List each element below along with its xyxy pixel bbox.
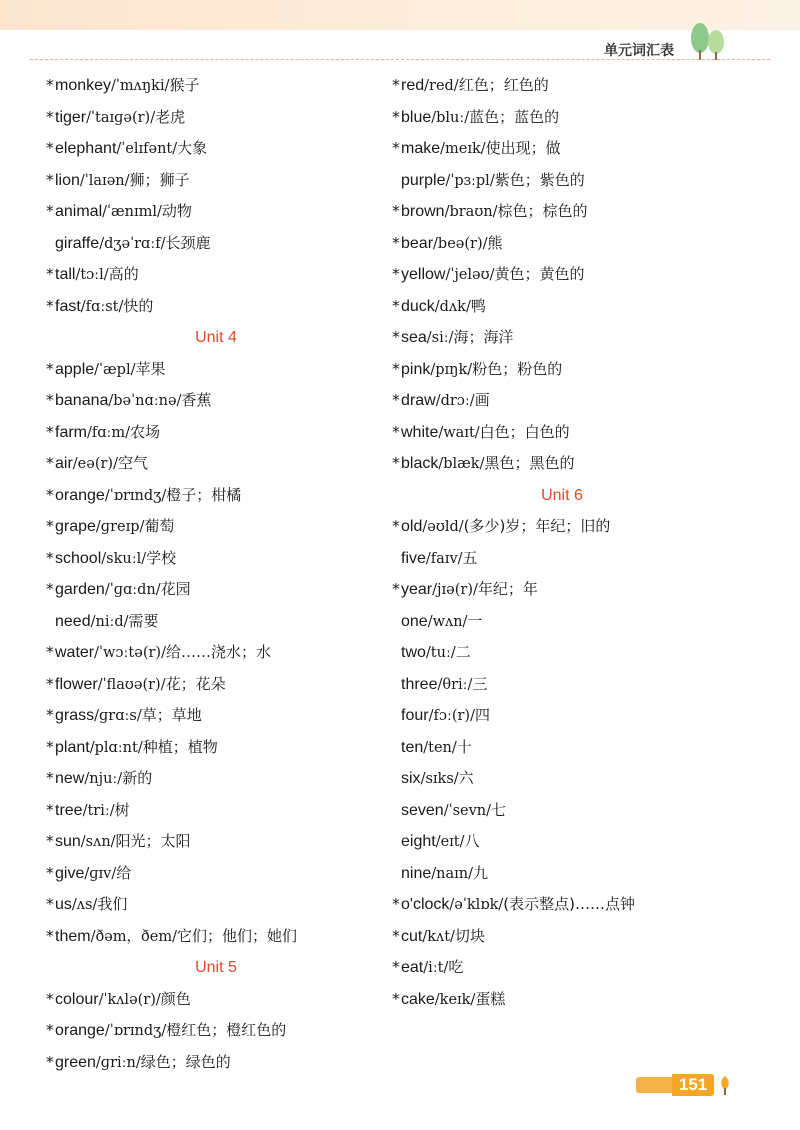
vocab-phonetic: /ɡɪv/ <box>84 865 117 882</box>
star-mark: * <box>46 674 54 693</box>
vocab-meaning: 老虎 <box>155 107 186 126</box>
vocab-entry <box>392 448 732 480</box>
vocab-phonetic: /dʌk/ <box>434 298 471 315</box>
vocab-word: old <box>401 518 423 535</box>
vocab-phonetic: /ˈkʌlə(r)/ <box>98 991 161 1008</box>
vocab-phonetic: /plɑːnt/ <box>89 739 143 756</box>
vocab-phonetic: /ˈɒrɪndʒ/ <box>104 487 167 504</box>
vocab-meaning: 农场 <box>130 422 161 441</box>
page-number: 151 <box>672 1074 714 1096</box>
unit-heading: Unit 6 <box>541 486 583 504</box>
vocab-phonetic: /wʌn/ <box>427 613 468 630</box>
vocab-word: monkey <box>55 77 112 94</box>
vocab-word: sea <box>401 329 427 346</box>
vocab-word: one <box>401 612 428 630</box>
star-mark: * <box>46 800 54 819</box>
vocab-phonetic: /əˈklɒk/ <box>449 897 504 913</box>
vocab-meaning: 年纪；年 <box>477 580 538 598</box>
vocab-entry <box>392 889 732 921</box>
vocab-meaning: 画 <box>474 391 490 409</box>
top-color-band <box>0 0 800 30</box>
vocab-phonetic: /keɪk/ <box>434 991 476 1008</box>
vocab-word: new <box>55 770 85 787</box>
vocab-phonetic: /niːd/ <box>90 613 129 630</box>
vocab-meaning: 种植；植物 <box>142 737 218 756</box>
vocab-word: cake <box>401 990 435 1008</box>
vocab-meaning: 鸭 <box>470 296 486 315</box>
vocab-entry <box>392 511 732 543</box>
vocab-word: ten <box>401 738 424 756</box>
vocab-meaning: 十 <box>456 737 472 756</box>
vocab-word: school <box>55 549 102 567</box>
vocab-entry <box>392 637 732 669</box>
star-mark: * <box>392 107 400 126</box>
vocab-entry <box>392 921 732 953</box>
vocab-word: brown <box>401 203 445 220</box>
vocab-phonetic: /ˈɡɑːdn/ <box>104 582 161 598</box>
vocab-phonetic: /njuː/ <box>84 771 123 787</box>
vocab-phonetic: /ˈtaɪɡə(r)/ <box>86 109 156 126</box>
vocab-word: water <box>55 644 95 661</box>
unit-heading: Unit 4 <box>195 329 237 346</box>
vocab-phonetic: /triː/ <box>82 802 115 819</box>
vocab-phonetic: /ɡriːn/ <box>95 1054 141 1071</box>
vocab-entry <box>392 228 732 260</box>
vocab-meaning: 吃 <box>448 958 464 976</box>
vocab-meaning: 一 <box>467 611 483 630</box>
vocab-entry <box>46 228 386 260</box>
vocab-meaning: 六 <box>458 769 474 787</box>
vocab-meaning: 白色；白色的 <box>479 422 570 441</box>
vocab-word: o'clock <box>401 896 450 913</box>
vocab-phonetic: /ˈlaɪən/ <box>79 172 130 189</box>
vocab-phonetic: /ˈpɜːpl/ <box>445 172 495 189</box>
vocab-entry <box>392 322 732 354</box>
vocab-word: tiger <box>55 108 87 126</box>
star-mark: * <box>46 265 54 283</box>
vocab-entry <box>392 858 732 890</box>
star-mark: * <box>46 296 54 315</box>
vocab-word: year <box>401 581 433 598</box>
vocab-word: red <box>401 77 425 94</box>
vocab-meaning: 给 <box>116 863 132 882</box>
vocab-entry <box>46 291 386 323</box>
vocab-meaning: 海；海洋 <box>453 328 514 346</box>
vocab-phonetic: /blæk/ <box>438 456 485 472</box>
vocab-entry <box>392 669 732 701</box>
vocab-entry <box>46 259 386 291</box>
section-title: 单元词汇表 <box>604 43 674 59</box>
star-mark: * <box>392 76 400 94</box>
vocab-entry <box>392 795 732 827</box>
vocab-meaning: 给……浇水；水 <box>165 643 271 661</box>
vocab-meaning: 使出现；做 <box>485 139 561 157</box>
vocab-phonetic: /braʊn/ <box>444 204 498 220</box>
vocab-meaning: 我们 <box>97 895 128 913</box>
vocab-meaning: 苹果 <box>135 359 166 378</box>
vocab-entry <box>392 385 732 417</box>
vocab-meaning: 粉色；粉色的 <box>472 359 563 378</box>
vocab-phonetic: /ˈɒrɪndʒ/ <box>104 1023 167 1039</box>
vocab-entry <box>46 448 386 480</box>
vocab-meaning: 颜色 <box>160 989 191 1008</box>
vocab-word: two <box>401 644 426 661</box>
vocab-meaning: 四 <box>474 706 490 724</box>
vocab-phonetic: /skuːl/ <box>101 550 147 567</box>
vocab-meaning: (表示整点)……点钟 <box>503 895 635 913</box>
star-mark: * <box>392 328 400 346</box>
vocab-entry <box>46 133 386 165</box>
vocab-meaning: 橙子；柑橘 <box>166 485 242 504</box>
vocab-word: lion <box>55 171 80 189</box>
vocab-meaning: 八 <box>464 832 480 850</box>
vocab-meaning: 花；花朵 <box>165 674 226 693</box>
vocab-word: give <box>55 864 85 882</box>
star-mark: * <box>46 706 54 724</box>
vocab-meaning: 它们；他们；她们 <box>176 926 297 945</box>
star-mark: * <box>46 202 54 220</box>
vocab-meaning: 黑色；黑色的 <box>484 454 575 472</box>
vocab-meaning: 蓝色；蓝色的 <box>469 107 560 126</box>
vocab-word: them <box>55 927 91 945</box>
vocab-word: five <box>401 549 426 567</box>
vocab-entry <box>392 952 732 984</box>
vocab-entry <box>46 1047 386 1079</box>
vocab-word: animal <box>55 203 103 220</box>
vocab-word: eight <box>401 833 436 850</box>
vocab-entry <box>46 795 386 827</box>
star-mark: * <box>392 958 400 976</box>
vocab-word: six <box>401 770 421 787</box>
vocab-meaning: 七 <box>491 800 507 819</box>
star-mark: * <box>392 895 400 913</box>
vocab-word: make <box>401 140 441 157</box>
vocab-phonetic: /ˈmʌŋki/ <box>111 78 170 94</box>
vocab-phonetic: /ˈjeləʊ/ <box>445 267 495 283</box>
vocab-entry <box>392 196 732 228</box>
vocab-meaning: 猴子 <box>169 76 200 94</box>
trees-icon <box>686 20 730 62</box>
vocab-phonetic: /iːt/ <box>423 960 449 976</box>
vocab-phonetic: /red/ <box>424 78 459 94</box>
vocab-meaning: 树 <box>114 800 130 819</box>
vocab-entry <box>46 606 386 638</box>
vocab-entry <box>392 606 732 638</box>
vocab-word: elephant <box>55 140 117 157</box>
star-mark: * <box>392 359 400 378</box>
vocab-word: garden <box>55 581 105 598</box>
vocab-phonetic: /ˈwɔːtə(r)/ <box>94 645 166 661</box>
vocab-phonetic: /siː/ <box>426 330 454 346</box>
vocab-entry <box>392 354 732 386</box>
star-mark: * <box>392 454 400 472</box>
vocab-entry <box>392 417 732 449</box>
vocab-entry <box>46 480 386 512</box>
vocab-phonetic: /eɪt/ <box>435 834 465 850</box>
header-divider <box>30 59 770 60</box>
vocab-entry <box>392 133 732 165</box>
vocab-word: plant <box>55 738 90 756</box>
vocab-meaning: 空气 <box>117 454 148 472</box>
vocab-phonetic: /bluː/ <box>431 109 470 126</box>
vocab-meaning: 学校 <box>146 548 177 567</box>
page-number-badge <box>636 1074 736 1096</box>
vocab-meaning: (多少)岁；年纪；旧的 <box>463 517 611 535</box>
vocab-meaning: 五 <box>462 548 478 567</box>
leaf-icon <box>716 1074 734 1096</box>
vocab-phonetic: /drɔː/ <box>435 393 475 409</box>
vocab-meaning: 狮；狮子 <box>129 170 190 189</box>
vocab-word: banana <box>55 392 109 409</box>
vocab-phonetic: /ɡrɑːs/ <box>94 708 142 724</box>
vocab-meaning: 黄色；黄色的 <box>494 265 585 283</box>
vocab-entry <box>46 732 386 764</box>
vocab-entry <box>46 826 386 858</box>
star-mark: * <box>46 989 54 1008</box>
unit-heading: Unit 5 <box>195 959 237 976</box>
star-mark: * <box>392 233 400 252</box>
vocab-entry <box>46 700 386 732</box>
vocab-entry <box>392 165 732 197</box>
vocab-meaning: 花园 <box>160 580 191 598</box>
vocab-phonetic: /ʌs/ <box>71 897 98 913</box>
vocab-phonetic: /waɪt/ <box>438 424 480 441</box>
vocab-meaning: 红色；红色的 <box>458 76 549 94</box>
star-mark: * <box>392 422 400 441</box>
star-mark: * <box>392 989 400 1008</box>
vocab-meaning: 绿色；绿色的 <box>140 1052 231 1071</box>
vocab-word: nine <box>401 864 432 882</box>
vocab-phonetic: /jɪə(r)/ <box>432 582 478 598</box>
vocab-entry <box>392 763 732 795</box>
vocab-word: eat <box>401 959 424 976</box>
vocab-entry <box>46 70 386 102</box>
vocab-meaning: 阳光；太阳 <box>115 832 191 850</box>
star-mark: * <box>46 895 54 913</box>
vocab-word: seven <box>401 801 444 819</box>
vocab-meaning: 九 <box>472 863 488 882</box>
star-mark: * <box>46 863 54 882</box>
vocab-phonetic: /sɪks/ <box>420 771 459 787</box>
vocab-word: flower <box>55 675 98 693</box>
star-mark: * <box>392 265 400 283</box>
vocab-entry <box>46 921 386 953</box>
star-mark: * <box>46 139 54 157</box>
vocab-phonetic: /tɔːl/ <box>75 267 109 283</box>
vocab-phonetic: /pɪŋk/ <box>430 361 473 378</box>
star-mark: * <box>46 737 54 756</box>
vocab-meaning: 棕色；棕色的 <box>497 202 588 220</box>
star-mark: * <box>392 517 400 535</box>
vocab-meaning: 需要 <box>128 611 159 630</box>
vocab-word: four <box>401 707 429 724</box>
vocab-word: sun <box>55 833 81 850</box>
vocab-phonetic: /ˈænɪml/ <box>102 204 162 220</box>
vocab-entry <box>46 1015 386 1047</box>
vocab-phonetic: /bəˈnɑːnə/ <box>108 393 182 409</box>
vocab-word: black <box>401 455 439 472</box>
vocab-entry <box>392 291 732 323</box>
vocab-meaning: 大象 <box>177 139 208 157</box>
vocab-entry <box>46 165 386 197</box>
vocab-entry <box>46 574 386 606</box>
vocab-meaning: 三 <box>472 674 488 693</box>
star-mark: * <box>46 454 54 472</box>
vocab-entry <box>46 858 386 890</box>
vocab-phonetic: /tuː/ <box>425 645 456 661</box>
vocab-entry <box>392 259 732 291</box>
star-mark: * <box>46 1021 54 1039</box>
vocab-entry <box>392 102 732 134</box>
vocab-phonetic: /dʒəˈrɑːf/ <box>99 235 166 252</box>
vocab-entry <box>392 543 732 575</box>
vocab-word: purple <box>401 171 446 189</box>
vocab-meaning: 葡萄 <box>144 517 175 535</box>
vocab-meaning: 高的 <box>108 265 139 283</box>
vocab-entry <box>46 102 386 134</box>
vocab-entry <box>46 511 386 543</box>
vocab-meaning: 切块 <box>454 926 485 945</box>
vocab-phonetic: /eə(r)/ <box>72 456 118 472</box>
vocab-word: duck <box>401 297 435 315</box>
vocab-phonetic: /naɪn/ <box>431 865 473 882</box>
star-mark: * <box>46 170 54 189</box>
vocab-phonetic: /ˈsevn/ <box>443 802 492 819</box>
vocab-word: apple <box>55 360 95 378</box>
vocab-phonetic: /kʌt/ <box>422 928 455 945</box>
star-mark: * <box>46 926 54 945</box>
vocab-word: pink <box>401 360 431 378</box>
star-mark: * <box>46 76 54 94</box>
vocab-word: tree <box>55 801 83 819</box>
star-mark: * <box>392 202 400 220</box>
vocab-word: giraffe <box>55 234 100 252</box>
star-mark: * <box>46 1052 54 1071</box>
left-column <box>46 70 386 1078</box>
vocab-entry <box>46 385 386 417</box>
star-mark: * <box>46 643 54 661</box>
vocab-entry <box>392 732 732 764</box>
star-mark: * <box>46 485 54 504</box>
vocab-meaning: 快的 <box>123 296 154 315</box>
vocab-phonetic: /fɑːst/ <box>80 298 124 315</box>
vocab-meaning: 香蕉 <box>181 391 212 409</box>
star-mark: * <box>392 580 400 598</box>
star-mark: * <box>392 296 400 315</box>
vocab-word: tall <box>55 266 76 283</box>
vocab-entry <box>392 700 732 732</box>
vocab-phonetic: /ˈelɪfənt/ <box>116 141 178 157</box>
vocab-meaning: 蛋糕 <box>475 989 506 1008</box>
vocab-phonetic: /ten/ <box>423 739 457 756</box>
vocab-word: farm <box>55 423 87 441</box>
vocab-word: colour <box>55 990 99 1008</box>
vocab-phonetic: /fɑːm/ <box>87 424 131 441</box>
vocab-phonetic: /ˈæpl/ <box>94 361 136 378</box>
page-tag <box>636 1077 672 1093</box>
vocab-entry <box>46 637 386 669</box>
vocab-word: grass <box>55 707 95 724</box>
vocab-entry <box>392 70 732 102</box>
vocab-phonetic: /fɔː(r)/ <box>428 708 475 724</box>
vocab-phonetic: /faɪv/ <box>425 550 463 567</box>
vocab-meaning: 二 <box>455 643 471 661</box>
vocab-word: grape <box>55 518 96 535</box>
vocab-phonetic: /ɡreɪp/ <box>95 519 145 535</box>
vocab-word: green <box>55 1053 96 1071</box>
vocab-meaning: 橙红色；橙红色的 <box>166 1021 287 1039</box>
vocab-word: air <box>55 455 73 472</box>
vocab-entry <box>392 574 732 606</box>
vocab-word: three <box>401 675 438 693</box>
vocab-phonetic: /beə(r)/ <box>433 235 488 252</box>
vocab-entry <box>392 826 732 858</box>
vocab-phonetic: /sʌn/ <box>80 834 116 850</box>
star-mark: * <box>46 359 54 378</box>
star-mark: * <box>392 391 400 409</box>
vocab-word: cut <box>401 927 423 945</box>
vocab-entry <box>46 669 386 701</box>
star-mark: * <box>46 769 54 787</box>
vocab-entry <box>46 417 386 449</box>
right-column <box>392 70 732 1015</box>
star-mark: * <box>46 107 54 126</box>
vocab-meaning: 长颈鹿 <box>165 233 211 252</box>
vocab-word: need <box>55 612 91 630</box>
vocab-word: us <box>55 896 72 913</box>
vocab-word: blue <box>401 108 432 126</box>
vocab-meaning: 新的 <box>122 769 153 787</box>
vocab-phonetic: /əʊld/ <box>422 519 464 535</box>
vocab-entry <box>46 543 386 575</box>
vocab-entry <box>46 984 386 1016</box>
vocab-meaning: 草；草地 <box>141 706 202 724</box>
star-mark: * <box>46 548 54 567</box>
star-mark: * <box>46 580 54 598</box>
vocab-entry <box>392 984 732 1016</box>
vocab-word: orange <box>55 486 105 504</box>
vocab-phonetic: /ˈflaʊə(r)/ <box>97 676 166 693</box>
star-mark: * <box>46 391 54 409</box>
star-mark: * <box>392 926 400 945</box>
vocab-word: bear <box>401 234 434 252</box>
vocab-entry <box>46 354 386 386</box>
vocab-word: fast <box>55 297 81 315</box>
vocab-entry <box>46 763 386 795</box>
vocab-meaning: 紫色；紫色的 <box>494 170 585 189</box>
vocab-word: yellow <box>401 266 446 283</box>
star-mark: * <box>46 422 54 441</box>
vocab-word: orange <box>55 1022 105 1039</box>
star-mark: * <box>392 139 400 157</box>
vocab-word: draw <box>401 392 436 409</box>
vocab-phonetic: /meɪk/ <box>440 141 486 157</box>
star-mark: * <box>46 832 54 850</box>
vocab-entry <box>46 196 386 228</box>
vocab-meaning: 动物 <box>161 202 192 220</box>
vocab-word: white <box>401 423 439 441</box>
vocab-entry <box>46 889 386 921</box>
vocab-meaning: 熊 <box>487 233 503 252</box>
star-mark: * <box>46 517 54 535</box>
vocab-phonetic: /θriː/ <box>437 676 473 693</box>
vocab-phonetic: /ðəm，ðem/ <box>90 928 177 945</box>
